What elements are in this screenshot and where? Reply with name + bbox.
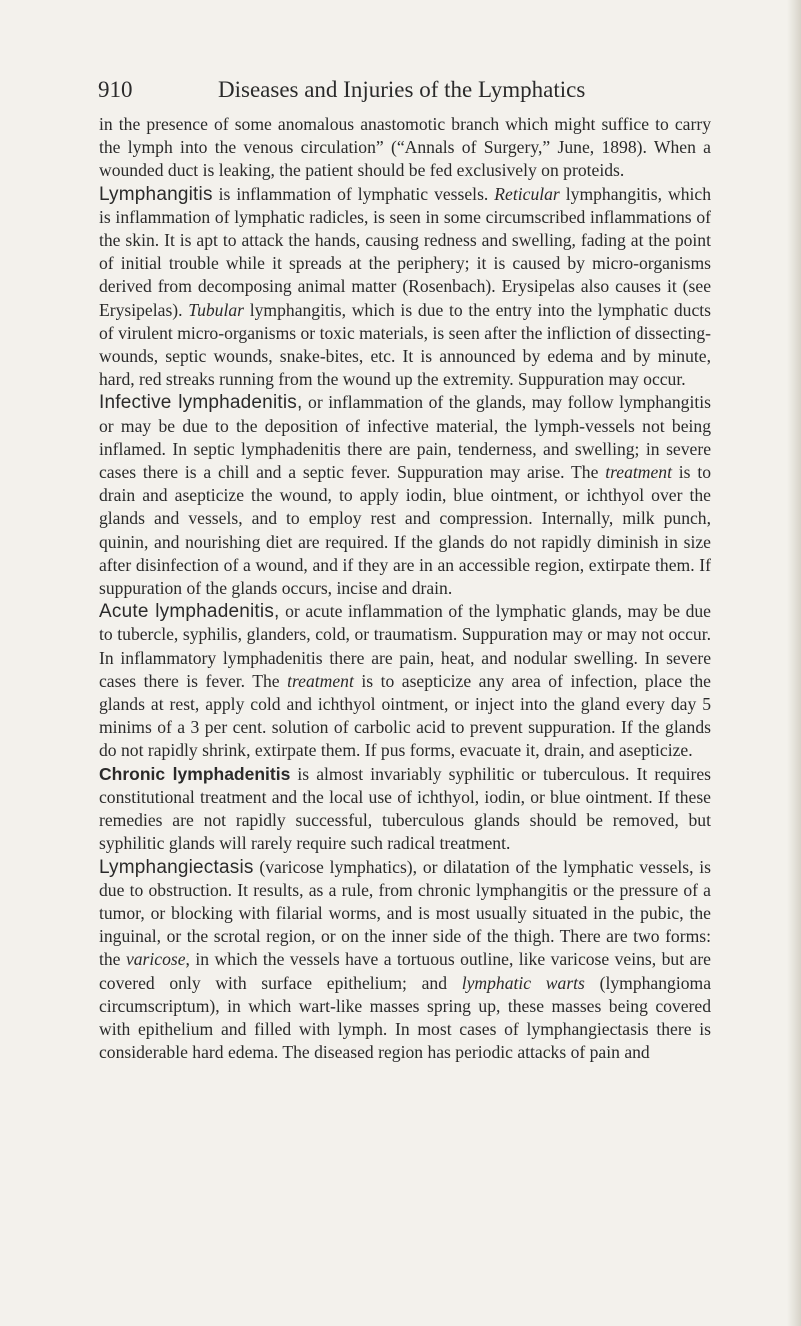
emphasis-varicose: varicose — [125, 949, 186, 970]
paragraph-acute-lymphadenitis: Acute lymphadenitis, or acute inflammation of the lymphatic glands, may be due to tubercle, syphilis, glanders, cold, or traumatism. Suppuration may or may not occur. In inflammatory lymphadenitis there are pain, heat, and nodular swelling. In severe cases there is fever. The treatment is to asepticize any area of infection, place the glands at rest, apply cold and ichthyol ointment, or inject into the gland every day 5 minims of a 3 per cent. solution of carbolic acid to prevent suppuration. If the glands do not rapidly shrink, extirpate them. If pus forms, evacuate it, drain, and asepticize. — [99, 601, 711, 761]
term-lymphangitis: Lymphangitis — [99, 183, 213, 205]
paragraph-chronic-lymphadenitis: Chronic lymphadenitis is almost invariably syphilitic or tuberculous. It requires constitutional treatment and the local use of ichthyol, iodin, or blue ointment. If these remedies are not rapidly successful, tuberculous glands should be removed, but syphilitic glands will rarely require such radical treatment. — [99, 763, 711, 854]
page-number: 910 — [98, 77, 133, 102]
body-text — [99, 113, 711, 1313]
running-header — [98, 72, 718, 108]
term-chronic-lymphadenitis: Chronic lymphadenitis — [99, 763, 291, 784]
page-edge-shadow — [787, 0, 801, 1326]
paragraph-lymphangiectasis: Lymphangiectasis (varicose lymphatics), or dilatation of the lymphatic vessels, is due to obstruction. It results, as a rule, from chronic lymphangitis or the pressure of a tumor, or blocking with filarial worms, and is most usually situated in the pubic, the inguinal, or the scrotal region, or on the inner side of the thigh. There are two forms: the varicose, in which the vessels have a tortuous outline, like varicose veins, but are covered only with surface epithelium; and lymphatic warts (lymphangioma circumscriptum), in which wart-like masses spring up, these masses being covered with epithelium and filled with lymph. In most cases of lymphangiectasis there is considerable hard edema. The diseased region has periodic attacks of pain and — [99, 856, 711, 1063]
term-infective-lymphadenitis: Infective lymphadenitis, — [99, 392, 303, 414]
emphasis-treatment: treatment — [605, 462, 672, 483]
emphasis-treatment: treatment — [287, 670, 354, 691]
paragraph-infective-lymphadenitis: Infective lymphadenitis, or inflammation of the glands, may follow lymphangitis or may be due to the deposition of infective material, the lymph-vessels not being inflamed. In septic lymphadenitis there are pain, tenderness, and swelling; in severe cases there is a chill and a septic fever. Suppuration may arise. The treatment is to drain and asepticize the wound, to apply iodin, blue ointment, or ichthyol over the glands and vessels, and to employ rest and compression. Internally, milk punch, quinin, and nourishing diet are required. If the glands do not rapidly diminish in size after disinfection of a wound, and if they are in an accessible region, extirpate them. If suppuration of the glands occurs, incise and drain. — [99, 392, 711, 599]
emphasis-reticular: Reticular — [494, 183, 560, 204]
term-lymphangiectasis: Lymphangiectasis — [99, 856, 254, 878]
term-acute-lymphadenitis: Acute lymphadenitis, — [99, 601, 280, 623]
paragraph-lymphangitis: Lymphangitis is inflammation of lymphatic vessels. Reticular lymphangitis, which is inflammation of lymphatic radicles, is seen in some circumscribed inflammations of the skin. It is apt to attack the hands, causing redness and swelling, fading at the point of initial trouble while it spreads at the periphery; it is caused by micro-organisms derived from decomposing animal matter (Rosenbach). Erysipelas also causes it (see Erysipelas). Tubular lymphangitis, which is due to the entry into the lymphatic ducts of virulent micro-organisms or toxic materials, is seen after the infliction of dissecting-wounds, septic wounds, snake-bites, etc. It is announced by edema and by minute, hard, red streaks running from the wound up the extremity. Suppuration may occur. — [99, 183, 711, 390]
emphasis-tubular: Tubular — [188, 299, 245, 320]
emphasis-lymphatic-warts: lymphatic warts — [461, 972, 585, 993]
paragraph-continuation: in the presence of some anomalous anastomotic branch which might suffice to carry the lymph into the venous circulation” (“Annals of Surgery,” June, 1898). When a wounded duct is leaking, the patient should be fed exclusively on proteids. — [99, 114, 711, 181]
running-title: Diseases and Injuries of the Lymphatics — [218, 77, 586, 102]
